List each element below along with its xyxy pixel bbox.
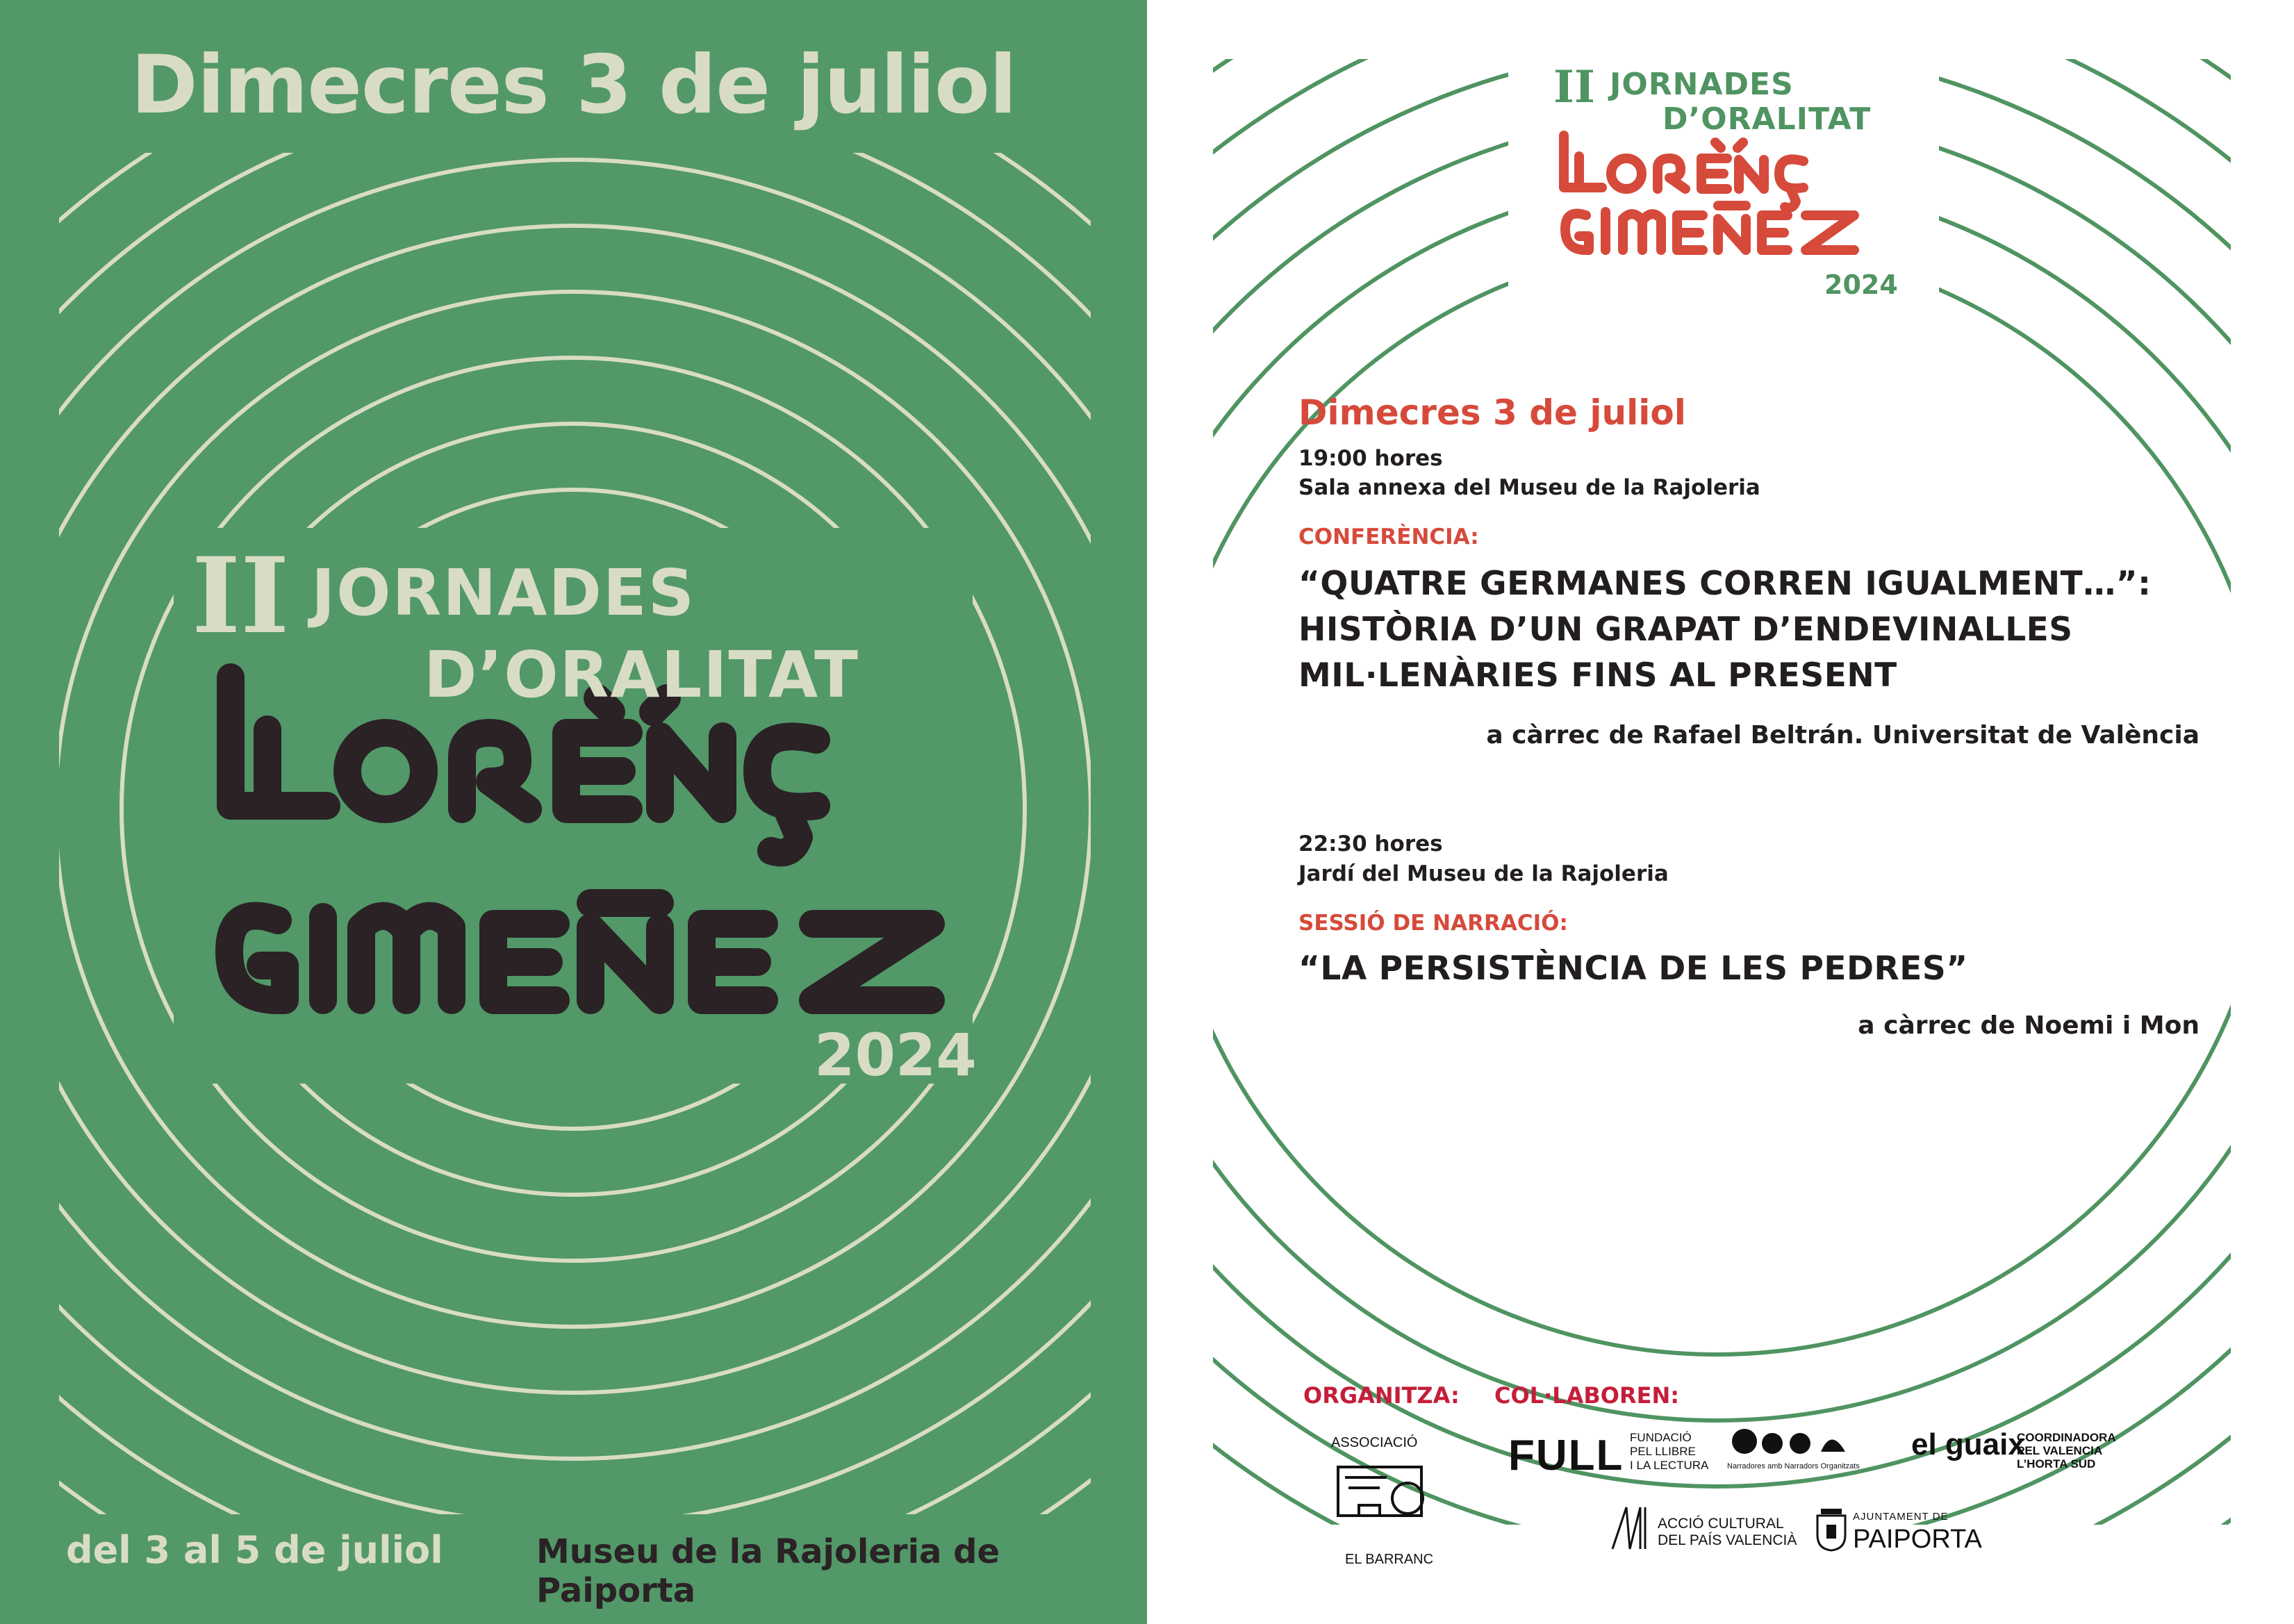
edition-numeral: II	[192, 535, 290, 657]
event1-speaker: a càrrec de Rafael Beltrán. Universitat de València	[1486, 721, 2200, 749]
event1-time: 19:00 hores	[1298, 446, 1443, 471]
el-guaix-text	[2017, 1431, 2116, 1470]
logo-year: 2024	[1824, 270, 1898, 300]
full-logo-mark: FULL	[1508, 1432, 1624, 1480]
festival-venue: Museu de la Rajoleria de Paiporta	[536, 1532, 1000, 1610]
event2-place: Jardí del Museu de la Rajoleria	[1298, 861, 1669, 886]
event2-type: SESSIÓ DE NARRACIÓ:	[1298, 911, 1568, 936]
el-guaix-mark: el guaix	[1911, 1427, 2025, 1461]
event1-title-line: MIL·LENÀRIES FINS AL PRESENT	[1298, 656, 1897, 695]
logo-line-oralitat: D’ORALITAT	[424, 638, 859, 712]
guaix-line1: COORDINADORA	[2017, 1431, 2116, 1444]
paiporta-crest	[1814, 1507, 1849, 1552]
full-line1: FUNDACIÓ	[1630, 1431, 1692, 1444]
paiporta-line2: PAIPORTA	[1853, 1525, 1982, 1554]
right-program-panel	[1147, 0, 2294, 1624]
acpv-mark-icon	[1609, 1504, 1651, 1552]
barranc-bottom-text: EL BARRANC	[1345, 1552, 1434, 1567]
acpv-text	[1658, 1516, 1797, 1549]
event1-place: Sala annexa del Museu de la Rajoleria	[1298, 475, 1760, 500]
full-line3: I LA LECTURA	[1630, 1459, 1709, 1472]
event1-title-line: HISTÒRIA D’UN GRAPAT D’ENDEVINALLES	[1298, 611, 2073, 649]
paiporta-line1: AJUNTAMENT DE	[1853, 1511, 1949, 1523]
narradors-logo	[1727, 1424, 1859, 1459]
edition-numeral: II	[1553, 61, 1595, 113]
event2-title: “LA PERSISTÈNCIA DE LES PEDRES”	[1298, 950, 1968, 988]
event1-title	[1298, 561, 2151, 699]
event2-time: 22:30 hores	[1298, 831, 1443, 856]
acpv-line2: DEL PAÍS VALENCIÀ	[1658, 1532, 1797, 1548]
barranc-top-text: ASSOCIACIÓ	[1331, 1435, 1418, 1450]
paiporta-shield-icon	[1814, 1507, 1849, 1552]
guaix-line2: PEL VALENCIA	[2017, 1444, 2103, 1457]
full-line2: PEL LLIBRE	[1630, 1445, 1696, 1458]
full-logo-text	[1630, 1431, 1708, 1473]
logo-line-jornades: JORNADES	[311, 556, 695, 630]
acpv-logo	[1609, 1504, 1651, 1552]
event-date-heading: Dimecres 3 de juliol	[131, 38, 1016, 132]
guaix-line3: L’HORTA SUD	[2017, 1457, 2096, 1470]
organitza-label: ORGANITZA:	[1303, 1382, 1460, 1409]
logo-year: 2024	[814, 1021, 977, 1089]
collaboren-label: COL·LABOREN:	[1494, 1382, 1680, 1409]
festival-dates: del 3 al 5 de juliol	[66, 1528, 443, 1572]
event1-title-line: “QUATRE GERMANES CORREN IGUALMENT…”:	[1298, 565, 2152, 603]
el-barranc-logo	[1310, 1425, 1449, 1567]
event2-speaker: a càrrec de Noemi i Mon	[1858, 1011, 2200, 1040]
acpv-line1: ACCIÓ CULTURAL	[1658, 1516, 1784, 1532]
logo-line-jornades: JORNADES	[1610, 67, 1794, 102]
logo-line-oralitat: D’ORALITAT	[1662, 101, 1872, 137]
concentric-rings-decoration	[1147, 0, 2294, 1624]
program-date: Dimecres 3 de juliol	[1298, 392, 1686, 433]
narradors-text: Narradores amb Narradors Organitzats	[1727, 1462, 1860, 1470]
narradors-mark-icon	[1727, 1424, 1859, 1459]
event1-type: CONFERÈNCIA:	[1298, 524, 1479, 549]
